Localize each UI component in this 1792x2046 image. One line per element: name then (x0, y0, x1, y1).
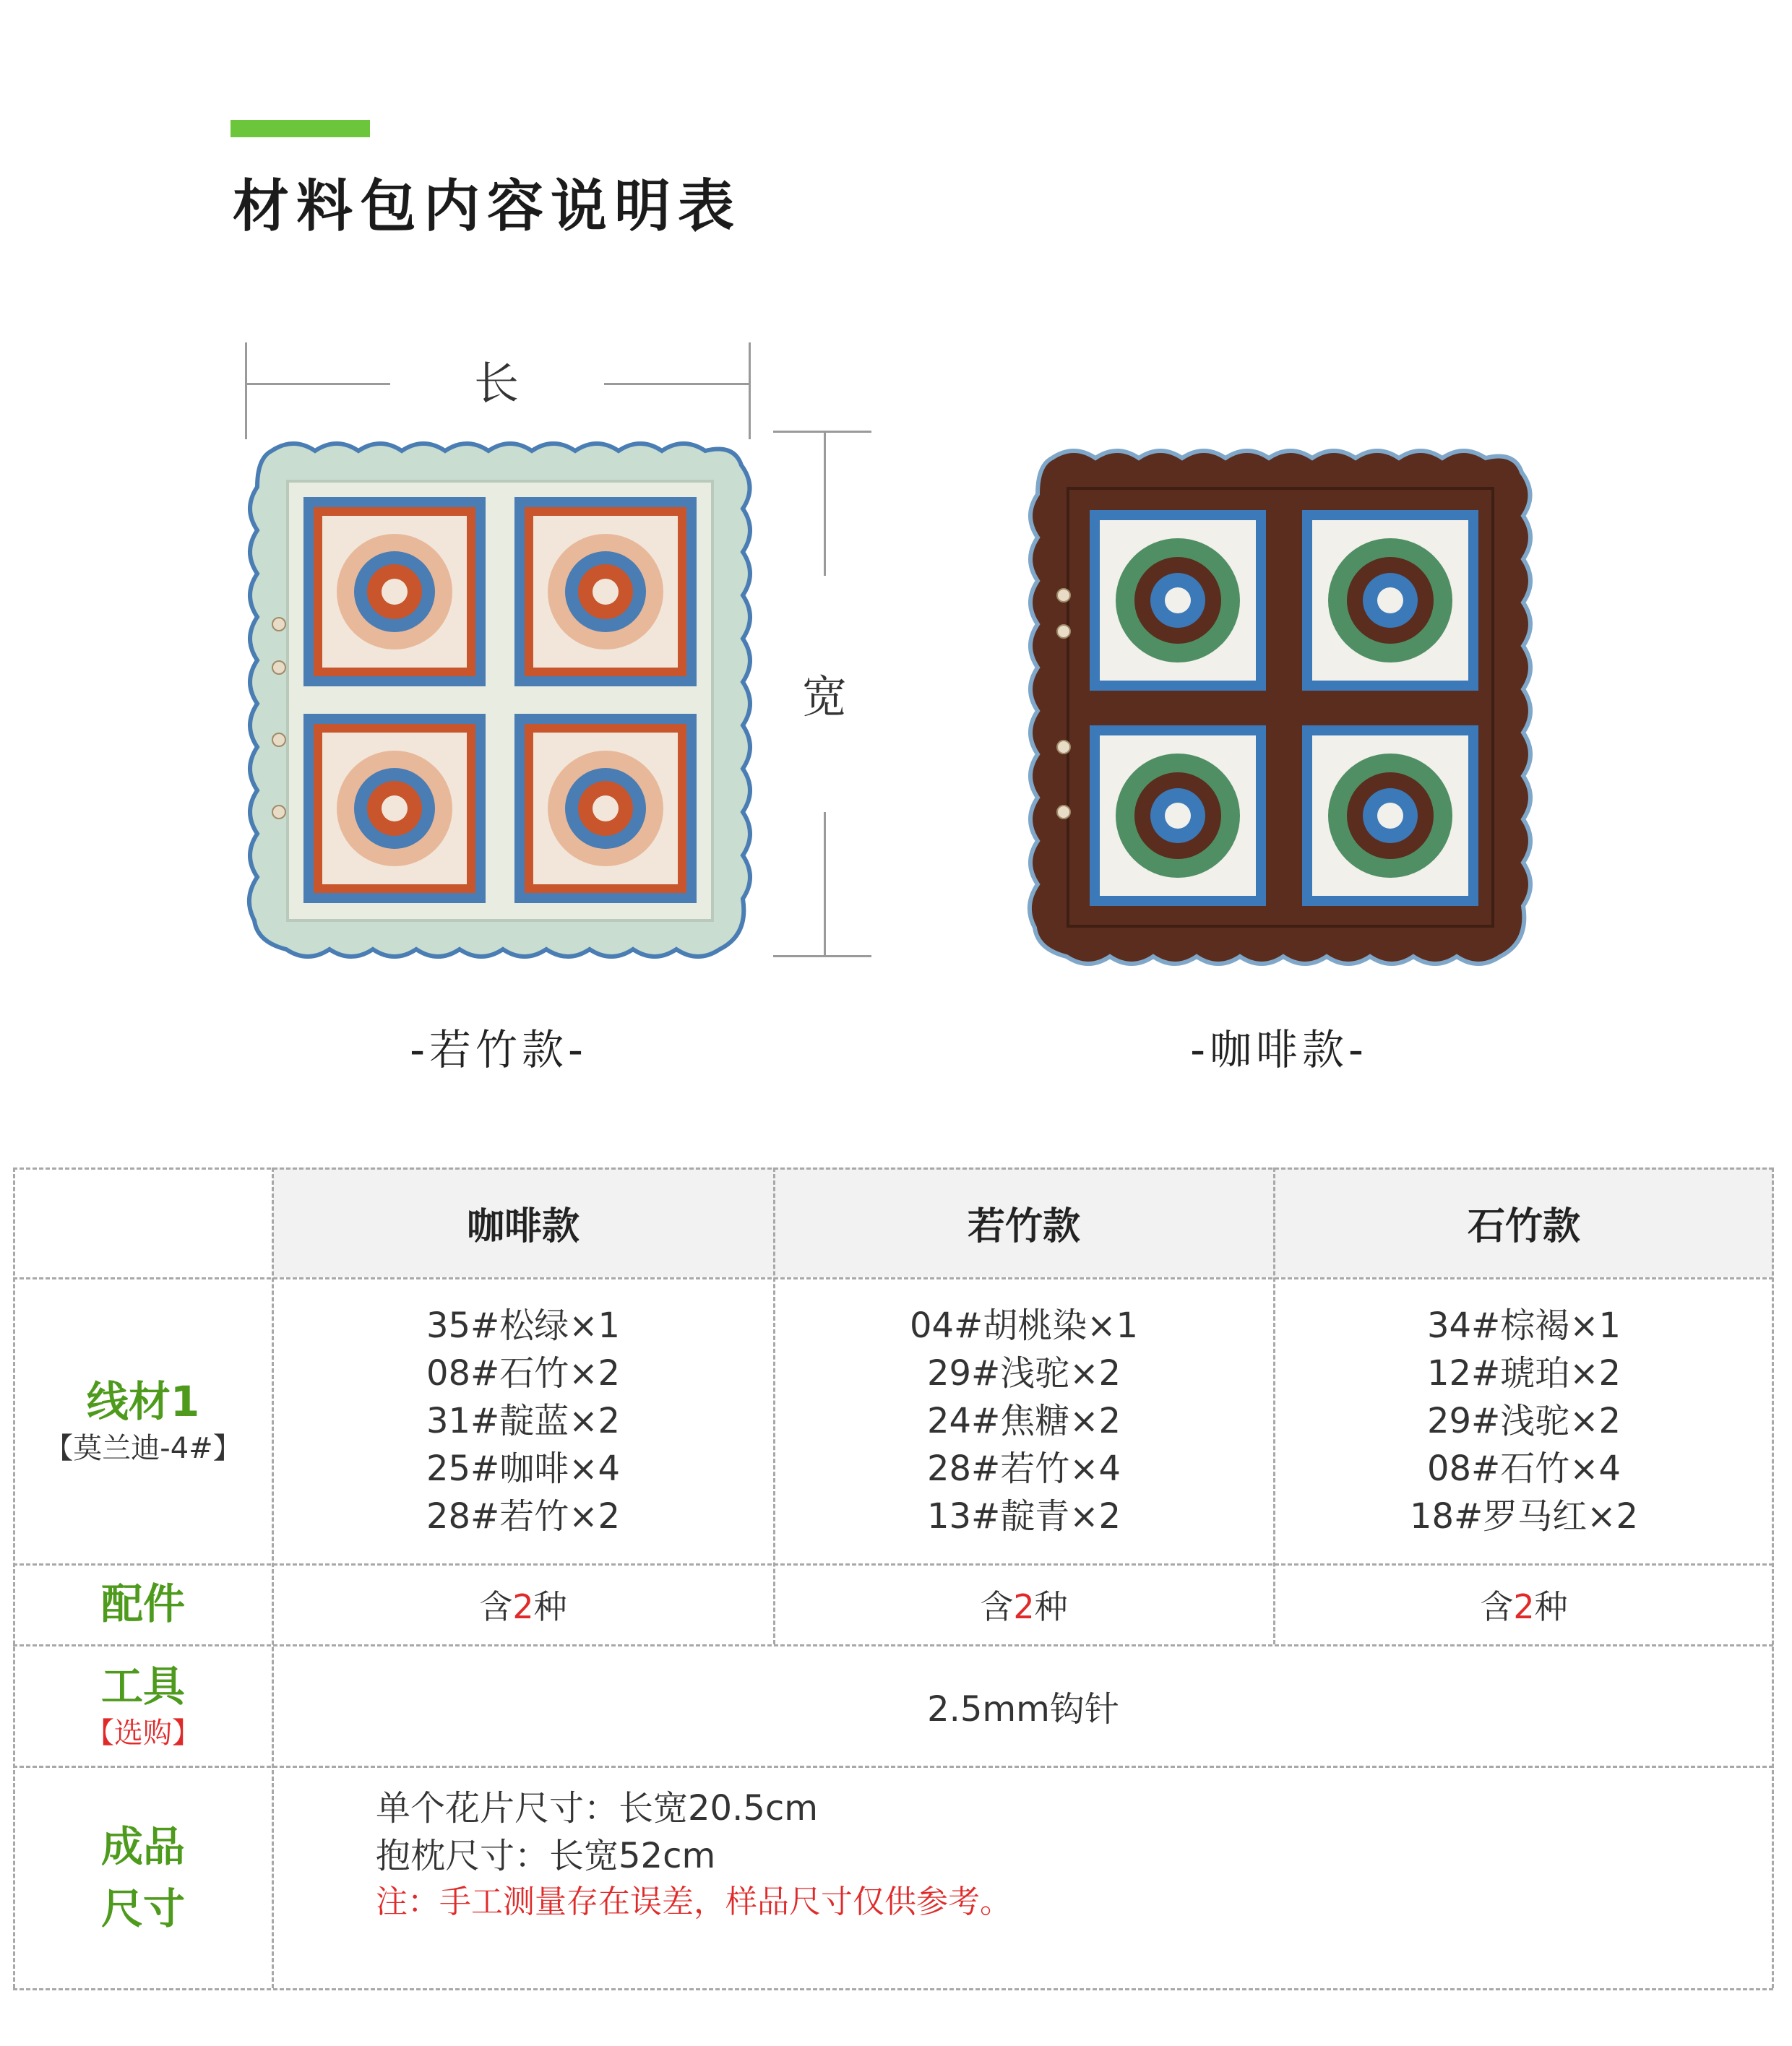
row-header-yarn (14, 1279, 272, 1563)
yarn-item: 29#浅驼×2 (926, 1353, 1121, 1394)
yarn-cell-ruozhu (775, 1279, 1273, 1563)
accessories-cell-ruozhu (775, 1565, 1273, 1644)
column-header-coffee: 咖啡款 (466, 1204, 580, 1248)
yarn-item: 08#石竹×4 (1426, 1449, 1621, 1489)
coffee-caption: -咖啡款- (1190, 1025, 1368, 1074)
yarn-item: 25#咖啡×4 (426, 1449, 621, 1489)
size-info (376, 1784, 1012, 1925)
yarn-item: 34#棕褐×1 (1426, 1305, 1621, 1346)
accessories-value (479, 1581, 567, 1628)
accessories-cell-coffee (273, 1565, 773, 1644)
yarn-item: 28#若竹×4 (926, 1449, 1121, 1489)
yarn-item: 28#若竹×2 (426, 1496, 621, 1537)
accessories-value (1480, 1581, 1567, 1628)
width-guide-line-bottom (824, 812, 826, 955)
width-label: 宽 (802, 670, 848, 723)
accessories-cell-shizhu (1275, 1565, 1773, 1644)
row-title-line1: 成品 (100, 1822, 185, 1871)
accessories-prefix: 含 (479, 1587, 513, 1626)
row-title-line2: 尺寸 (100, 1884, 185, 1933)
yarn-item: 04#胡桃染×1 (909, 1305, 1139, 1346)
width-guide-line-top (824, 433, 826, 576)
title-accent-bar (231, 120, 370, 137)
ruozhu-caption: -若竹款- (410, 1025, 587, 1074)
table-line (13, 1766, 1773, 1768)
length-guide-line-left (247, 383, 390, 385)
accessories-count: 2 (512, 1587, 534, 1626)
width-guide-bottom-tick (773, 955, 871, 957)
ruozhu-pillow-image (243, 436, 757, 965)
yarn-item: 13#靛青×2 (926, 1496, 1121, 1537)
length-label: 长 (474, 357, 520, 410)
yarn-item: 35#松绿×1 (426, 1305, 621, 1346)
yarn-item: 24#焦糖×2 (926, 1401, 1121, 1441)
row-subtitle: 【选购】 (85, 1716, 201, 1750)
row-subtitle: 【莫兰迪-4#】 (44, 1431, 242, 1465)
size-note: 注：手工测量存在误差，样品尺寸仅供参考。 (376, 1883, 1012, 1920)
column-header-shizhu: 石竹款 (1467, 1204, 1580, 1248)
accessories-suffix: 种 (1034, 1587, 1068, 1626)
row-header-tools (14, 1646, 272, 1766)
tools-value: 2.5mm钩针 (927, 1688, 1119, 1730)
row-title: 线材1 (86, 1377, 200, 1427)
length-guide-left-tick (245, 342, 247, 439)
yarn-cell-coffee (273, 1279, 773, 1563)
row-header-size (14, 1767, 272, 1988)
yarn-item: 12#琥珀×2 (1426, 1353, 1621, 1394)
tools-cell (273, 1646, 1773, 1766)
accessories-prefix: 含 (1480, 1587, 1514, 1626)
accessories-prefix: 含 (980, 1587, 1014, 1626)
accessories-suffix: 种 (533, 1587, 567, 1626)
row-title: 配件 (100, 1579, 185, 1629)
yarn-item: 08#石竹×2 (426, 1353, 621, 1394)
row-header-accessories (14, 1565, 272, 1644)
yarn-item: 18#罗马红×2 (1409, 1496, 1639, 1537)
yarn-item: 29#浅驼×2 (1426, 1401, 1621, 1441)
accessories-count: 2 (1513, 1587, 1535, 1626)
coffee-pillow-image (1023, 444, 1538, 971)
row-title: 工具 (100, 1662, 185, 1712)
length-guide-line-right (604, 383, 749, 385)
length-guide-right-tick (749, 342, 751, 439)
yarn-cell-shizhu (1275, 1279, 1773, 1563)
accessories-value (980, 1581, 1067, 1628)
width-guide-top-tick (773, 431, 871, 433)
pillow-size: 抱枕尺寸：长宽52cm (376, 1836, 716, 1876)
column-header-ruozhu: 若竹款 (967, 1204, 1080, 1248)
yarn-item: 31#靛蓝×2 (426, 1401, 621, 1441)
motif-size: 单个花片尺寸：长宽20.5cm (376, 1788, 819, 1829)
accessories-suffix: 种 (1534, 1587, 1568, 1626)
table-line (13, 1988, 1773, 1990)
page-title: 材料包内容说明表 (233, 174, 742, 239)
accessories-count: 2 (1013, 1587, 1035, 1626)
